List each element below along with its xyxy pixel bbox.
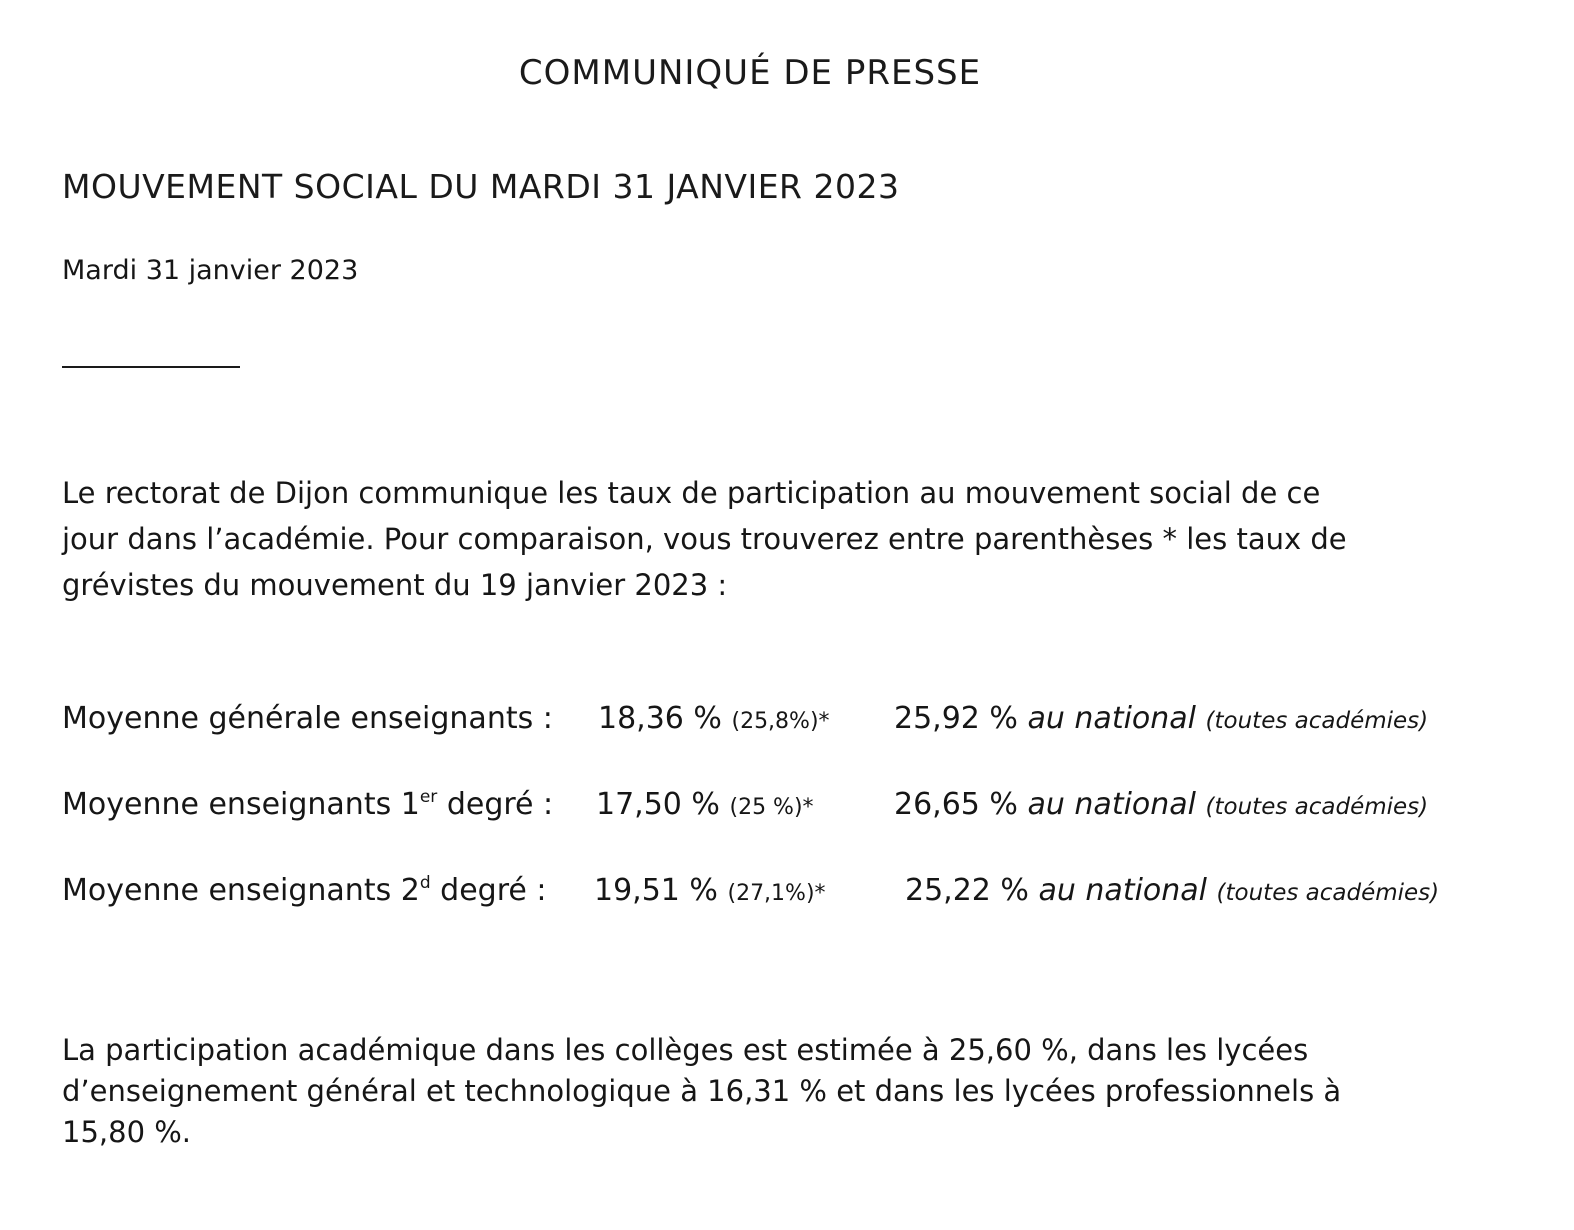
stat-label: Moyenne générale enseignants : bbox=[62, 701, 553, 736]
national-label: au national bbox=[1027, 701, 1196, 736]
stat-rate-value: 18,36 % bbox=[598, 701, 722, 736]
closing-line: La participation académique dans les collèges est estimée à 25,60 %, dans les lycées bbox=[62, 1033, 1309, 1067]
stat-label-prefix: Moyenne enseignants 2 bbox=[62, 873, 420, 908]
stat-label bbox=[62, 869, 547, 913]
stat-rate bbox=[598, 697, 830, 744]
publication-date: Mardi 31 janvier 2023 bbox=[62, 255, 359, 286]
national-label: au national bbox=[1038, 873, 1207, 908]
stat-rate bbox=[594, 869, 826, 916]
stat-national bbox=[894, 697, 1428, 743]
document-type-heading: COMMUNIQUÉ DE PRESSE bbox=[518, 53, 982, 93]
national-scope: (toutes académies) bbox=[1205, 794, 1429, 820]
national-rate-value: 25,92 % bbox=[894, 701, 1018, 736]
stat-previous-rate: (25,8%)* bbox=[731, 709, 830, 734]
intro-paragraph bbox=[62, 470, 1492, 608]
stat-national bbox=[905, 869, 1439, 915]
page-title: MOUVEMENT SOCIAL DU MARDI 31 JANVIER 2023 bbox=[62, 167, 900, 206]
closing-line: 15,80 %. bbox=[62, 1115, 192, 1149]
national-rate-value: 25,22 % bbox=[905, 873, 1029, 908]
national-label: au national bbox=[1027, 787, 1196, 822]
intro-line: grévistes du mouvement du 19 janvier 2023 : bbox=[62, 568, 728, 602]
closing-line: d’enseignement général et technologique à 16,31 % et dans les lycées professionnels à bbox=[62, 1074, 1342, 1108]
stat-rate-value: 17,50 % bbox=[596, 787, 720, 822]
national-scope: (toutes académies) bbox=[1216, 880, 1440, 906]
intro-line: Le rectorat de Dijon communique les taux de participation au mouvement social de ce bbox=[62, 476, 1321, 510]
stat-label-suffix: degré : bbox=[437, 787, 554, 822]
stat-label-superscript: d bbox=[419, 873, 431, 893]
national-rate-value: 26,65 % bbox=[894, 787, 1018, 822]
stat-label-suffix: degré : bbox=[430, 873, 547, 908]
stat-rate bbox=[596, 783, 814, 830]
separator-line bbox=[62, 366, 240, 368]
national-scope: (toutes académies) bbox=[1205, 708, 1429, 734]
stat-national bbox=[894, 783, 1428, 829]
stat-label-prefix: Moyenne enseignants 1 bbox=[62, 787, 420, 822]
intro-line: jour dans l’académie. Pour comparaison, vous trouverez entre parenthèses * les taux de bbox=[62, 522, 1347, 556]
stat-previous-rate: (27,1%)* bbox=[727, 881, 826, 906]
stat-rate-value: 19,51 % bbox=[594, 873, 718, 908]
closing-paragraph bbox=[62, 1030, 1492, 1153]
stat-previous-rate: (25 %)* bbox=[729, 795, 814, 820]
stat-label-superscript: er bbox=[419, 787, 438, 807]
stat-label bbox=[62, 783, 553, 827]
